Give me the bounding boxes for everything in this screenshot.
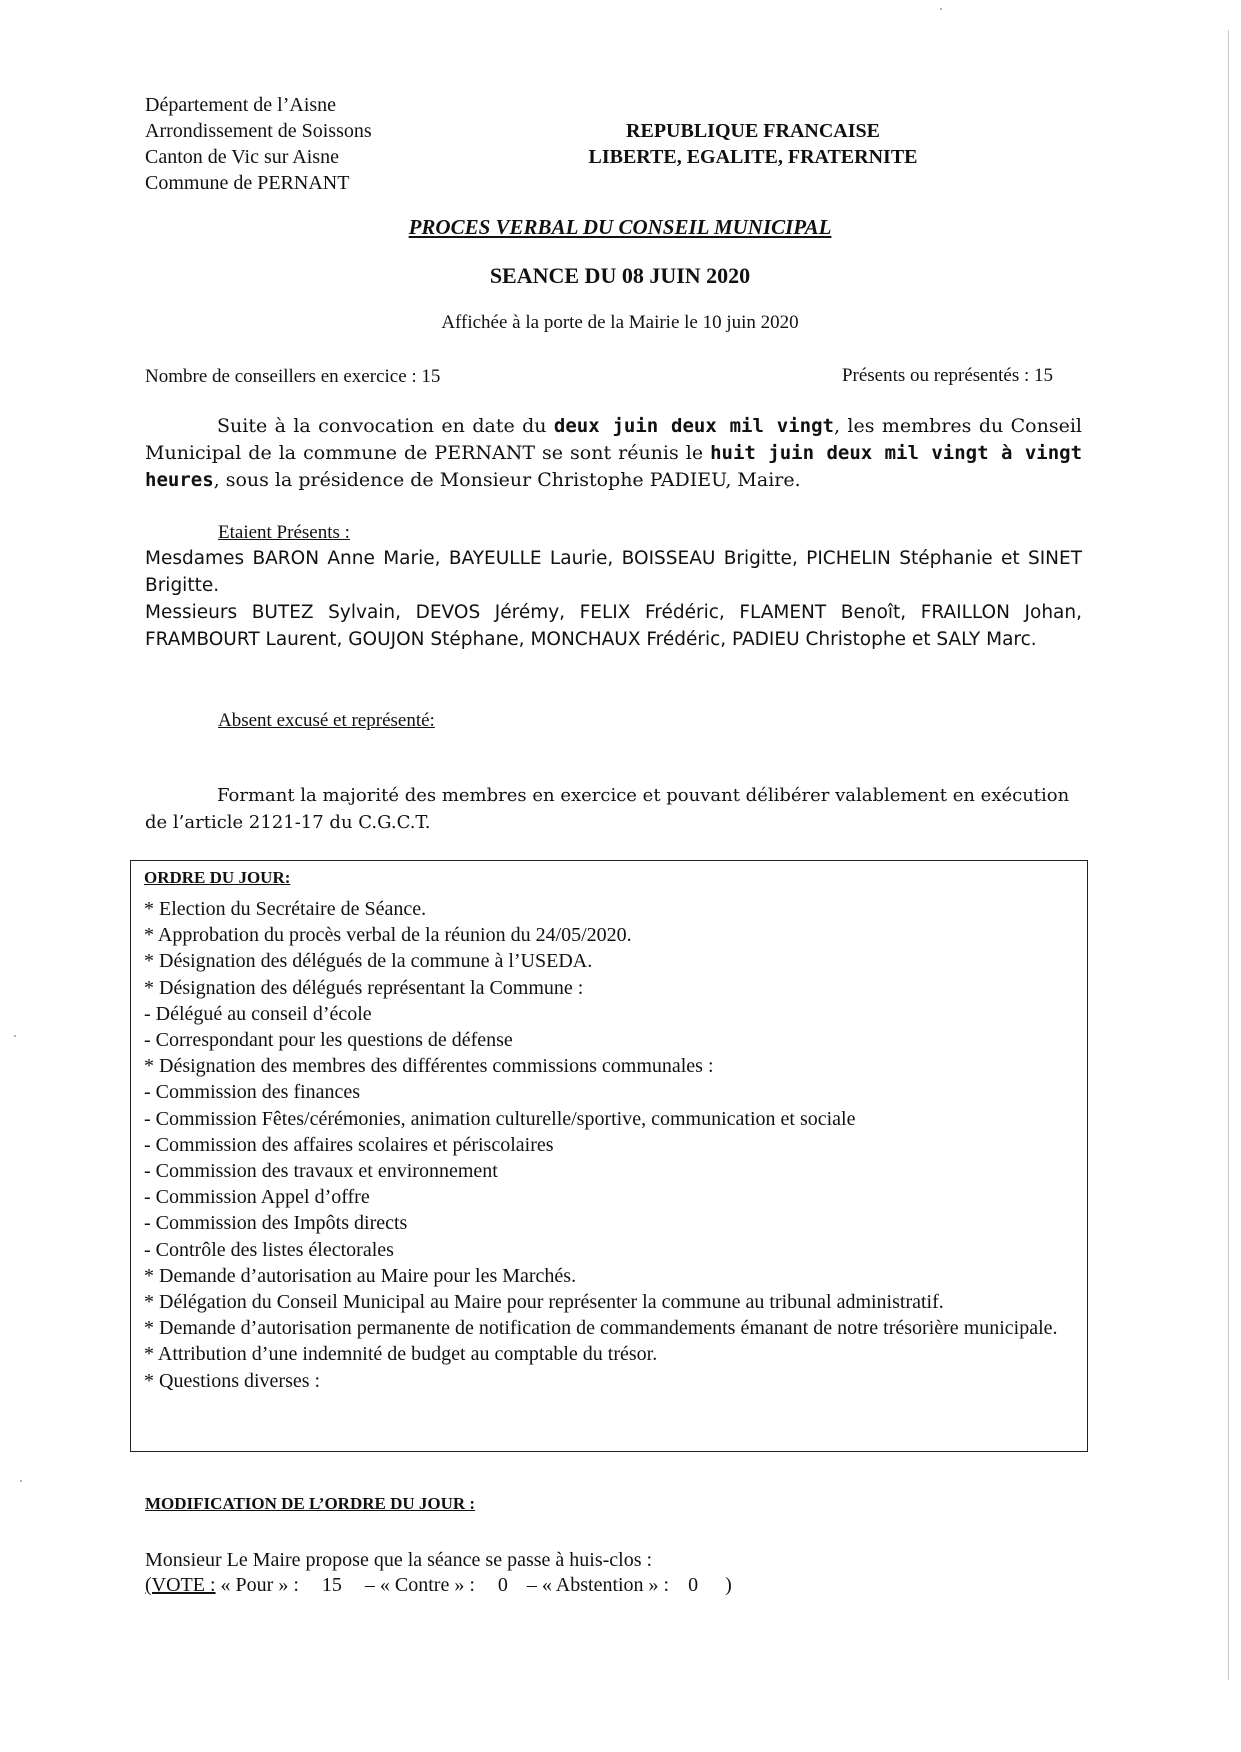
meeting-date-time: huit juin deux mil vingt à vingt heures bbox=[145, 442, 1083, 491]
admin-line-commune: Commune de PERNANT bbox=[145, 172, 350, 194]
admin-line-arrondissement: Arrondissement de Soissons bbox=[145, 120, 372, 142]
agenda-item: - Commission Appel d’offre bbox=[144, 1186, 370, 1209]
councillors-count: Nombre de conseillers en exercice : 15 bbox=[145, 366, 441, 387]
agenda-item: - Commission Fêtes/cérémonies, animation culturelle/sportive, communication et sociale bbox=[144, 1107, 856, 1130]
vote-abstention-label: – « Abstention » : bbox=[526, 1574, 670, 1596]
presents-mesdames: Mesdames BARON Anne Marie, BAYEULLE Laurie, BOISSEAU Brigitte, PICHELIN Stéphanie et SINET Brigitte. bbox=[145, 548, 1082, 596]
admin-line-departement: Département de l’Aisne bbox=[145, 94, 337, 116]
agenda-item: * Election du Secrétaire de Séance. bbox=[144, 898, 427, 920]
agenda-item: - Délégué au conseil d’école bbox=[144, 1002, 372, 1025]
republic-header bbox=[566, 118, 940, 170]
admin-line-canton: Canton de Vic sur Aisne bbox=[145, 146, 339, 168]
agenda-item: * Désignation des délégués représentant la Commune : bbox=[144, 976, 584, 999]
mayor-proposal: Monsieur Le Maire propose que la séance se passe à huis-clos : bbox=[145, 1549, 653, 1571]
vote-pour-count: 15 bbox=[321, 1574, 342, 1596]
agenda-item: - Contrôle des listes électorales bbox=[144, 1238, 394, 1261]
vote-pour-label: « Pour » : bbox=[220, 1574, 299, 1596]
posting-notice: Affichée à la porte de la Mairie le 10 juin 2020 bbox=[441, 312, 799, 333]
republic-name: REPUBLIQUE FRANCAISE bbox=[626, 120, 880, 142]
document-title: PROCES VERBAL DU CONSEIL MUNICIPAL bbox=[408, 215, 832, 239]
agenda-item: * Désignation des membres des différentes commissions communales : bbox=[144, 1055, 714, 1078]
agenda-item: * Délégation du Conseil Municipal au Maire pour représenter la commune au tribunal administratif. bbox=[144, 1291, 944, 1314]
session-date-title: SEANCE DU 08 JUIN 2020 bbox=[489, 263, 751, 288]
agenda-item: - Commission des travaux et environnement bbox=[144, 1160, 498, 1183]
scan-speck bbox=[20, 1480, 22, 1482]
presents-heading: Etaient Présents : bbox=[218, 522, 350, 543]
vote-abstention-count: 0 bbox=[688, 1574, 699, 1596]
absent-heading: Absent excusé et représenté: bbox=[218, 710, 435, 731]
vote-label: (VOTE : bbox=[145, 1574, 216, 1596]
present-count: Présents ou représentés : 15 bbox=[841, 365, 1053, 386]
republic-motto: LIBERTE, EGALITE, FRATERNITE bbox=[588, 146, 918, 168]
intro-text-3: , sous la présidence de Monsieur Christophe PADIEU, Maire. bbox=[213, 469, 801, 491]
scan-speck bbox=[14, 1035, 16, 1037]
intro-paragraph bbox=[145, 413, 1082, 494]
agenda-item: * Attribution d’une indemnité de budget au comptable du trésor. bbox=[144, 1343, 658, 1366]
convocation-date: deux juin deux mil vingt bbox=[553, 415, 834, 437]
agenda-item: - Commission des Impôts directs bbox=[144, 1212, 408, 1235]
agenda-item: * Demande d’autorisation permanente de notification de commandements émanant de notre trésorière municipale. bbox=[144, 1317, 1058, 1340]
vote-close: ) bbox=[725, 1574, 732, 1596]
intro-text-1: Suite à la convocation en date du bbox=[217, 415, 554, 437]
scan-margin-line bbox=[1228, 30, 1229, 1680]
quorum-statement: Formant la majorité des membres en exercice et pouvant délibérer valablement en exécution de l’article 2121-17 du C.G.C.T. bbox=[145, 785, 1070, 833]
agenda-item: * Demande d’autorisation au Maire pour les Marchés. bbox=[144, 1264, 577, 1287]
administrative-header bbox=[145, 92, 372, 196]
presents-list bbox=[145, 545, 1082, 653]
agenda-item: - Commission des finances bbox=[144, 1081, 361, 1104]
agenda-item: * Approbation du procès verbal de la réunion du 24/05/2020. bbox=[144, 924, 632, 947]
scan-speck bbox=[940, 8, 942, 10]
vote-contre-count: 0 bbox=[497, 1574, 508, 1596]
agenda-modification-heading: MODIFICATION DE L’ORDRE DU JOUR : bbox=[145, 1494, 476, 1513]
vote-contre-label: – « Contre » : bbox=[364, 1574, 475, 1596]
vote-result bbox=[145, 1572, 732, 1598]
agenda-item: - Commission des affaires scolaires et périscolaires bbox=[144, 1133, 554, 1156]
agenda-item: - Correspondant pour les questions de défense bbox=[144, 1029, 513, 1052]
agenda-item: * Questions diverses : bbox=[144, 1369, 321, 1392]
agenda-heading: ORDRE DU JOUR: bbox=[144, 868, 291, 887]
agenda-list bbox=[144, 896, 1079, 1394]
presents-messieurs: Messieurs BUTEZ Sylvain, DEVOS Jérémy, FELIX Frédéric, FLAMENT Benoît, FRAILLON Johan, FRAMBOURT Laurent, GOUJON Stéphane, MONCHAUX Frédéric, PADIEU Christophe et SALY Marc. bbox=[145, 602, 1082, 650]
intro-text-2: , les membres du Conseil Municipal de la commune de PERNANT se sont réunis le bbox=[145, 415, 1082, 464]
agenda-item: * Désignation des délégués de la commune à l’USEDA. bbox=[144, 950, 593, 973]
